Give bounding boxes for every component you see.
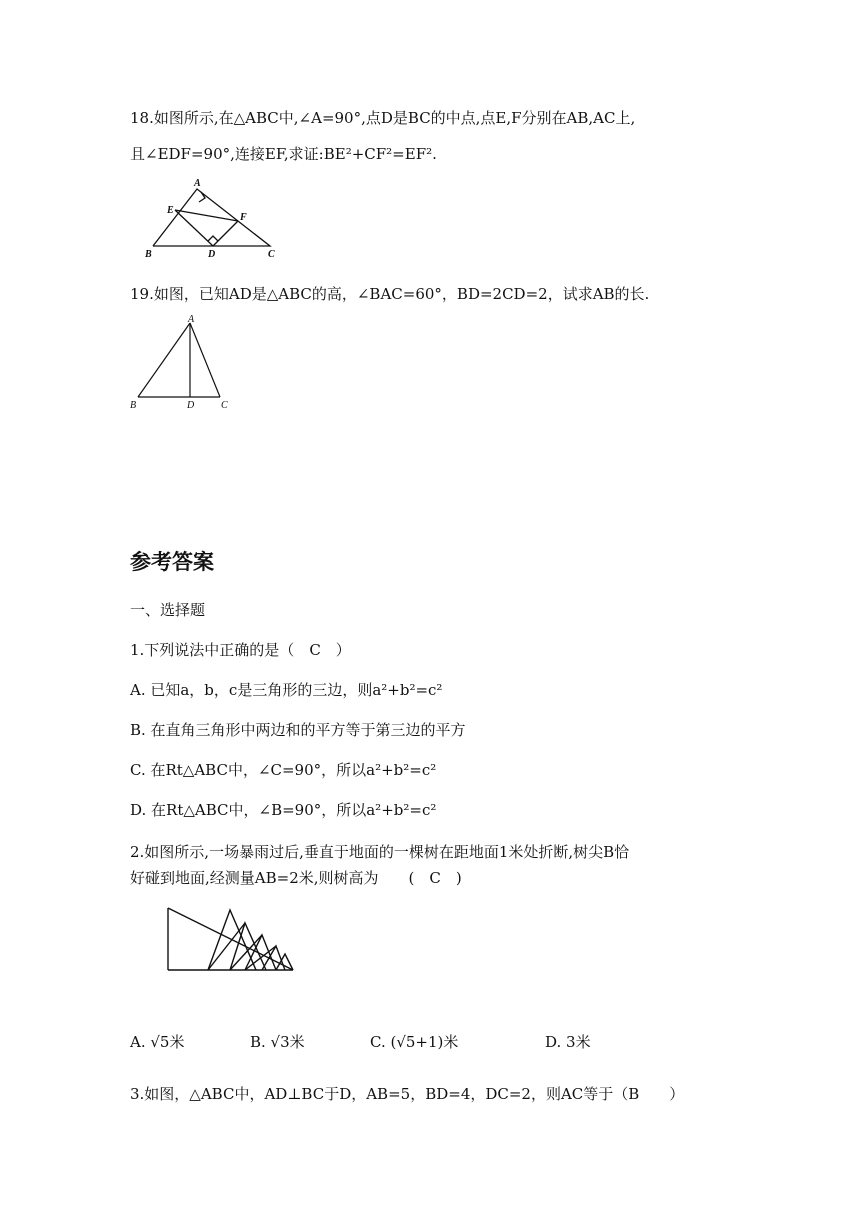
q19-line1: 19.如图，已知AD是△ABC的高，∠BAC=60°，BD=2CD=2，试求AB的长. (130, 285, 650, 303)
label-f: F (240, 212, 247, 223)
q18-line1: 18.如图所示,在△ABC中,∠A=90°,点D是BC的中点,点E,F分别在AB,AC上, (130, 109, 636, 127)
label-b: B (130, 400, 137, 411)
label-d: D (208, 249, 216, 260)
label-d: D (187, 400, 195, 411)
label-a: A (194, 178, 201, 189)
fold-3 (245, 935, 276, 970)
right-angle-d (208, 236, 218, 241)
right-angle-a (199, 192, 205, 202)
q18-line2: 且∠EDF=90°,连接EF,求证:BE²+CF²=EF². (130, 145, 437, 163)
q2-line2: 好碰到地面,经测量AB=2米,则树高为 ( C ) (130, 869, 462, 887)
q18-figure (145, 178, 285, 263)
q19-figure (128, 312, 238, 412)
q2-option-d: D. 3米 (545, 1033, 591, 1051)
label-a: A (188, 314, 195, 325)
q1-option-a: A. 已知a，b，c是三角形的三边，则a²+b²=c² (130, 681, 443, 699)
q2-line1: 2.如图所示,一场暴雨过后,垂直于地面的一棵树在距地面1米处折断,树尖B恰 (130, 843, 630, 861)
q2-figure (148, 898, 308, 993)
q3-stem: 3.如图，△ABC中，AD⊥BC于D，AB=5，BD=4，DC=2，则AC等于（B ） (130, 1085, 685, 1103)
q1-option-b: B. 在直角三角形中两边和的平方等于第三边的平方 (130, 721, 466, 739)
label-c: C (221, 400, 228, 411)
label-b: B (145, 249, 152, 260)
q1-option-d: D. 在Rt△ABC中，∠B=90°，所以a²+b²=c² (130, 801, 437, 819)
q1-stem: 1.下列说法中正确的是（ C ） (130, 641, 351, 659)
q2-option-a: A. √5米 (130, 1033, 185, 1051)
label-c: C (268, 249, 275, 260)
segment-df (213, 221, 238, 246)
section-multiple-choice: 一、选择题 (130, 601, 206, 619)
broken-top-line (168, 908, 293, 970)
answers-heading: 参考答案 (130, 550, 214, 574)
segment-ab (138, 323, 190, 397)
q2-option-b: B. √3米 (250, 1033, 305, 1051)
label-e: E (167, 205, 174, 216)
fold-4 (262, 946, 285, 970)
q2-option-c: C. (√5+1)米 (370, 1033, 459, 1051)
q1-option-c: C. 在Rt△ABC中，∠C=90°，所以a²+b²=c² (130, 761, 437, 779)
segment-ac (190, 323, 220, 397)
